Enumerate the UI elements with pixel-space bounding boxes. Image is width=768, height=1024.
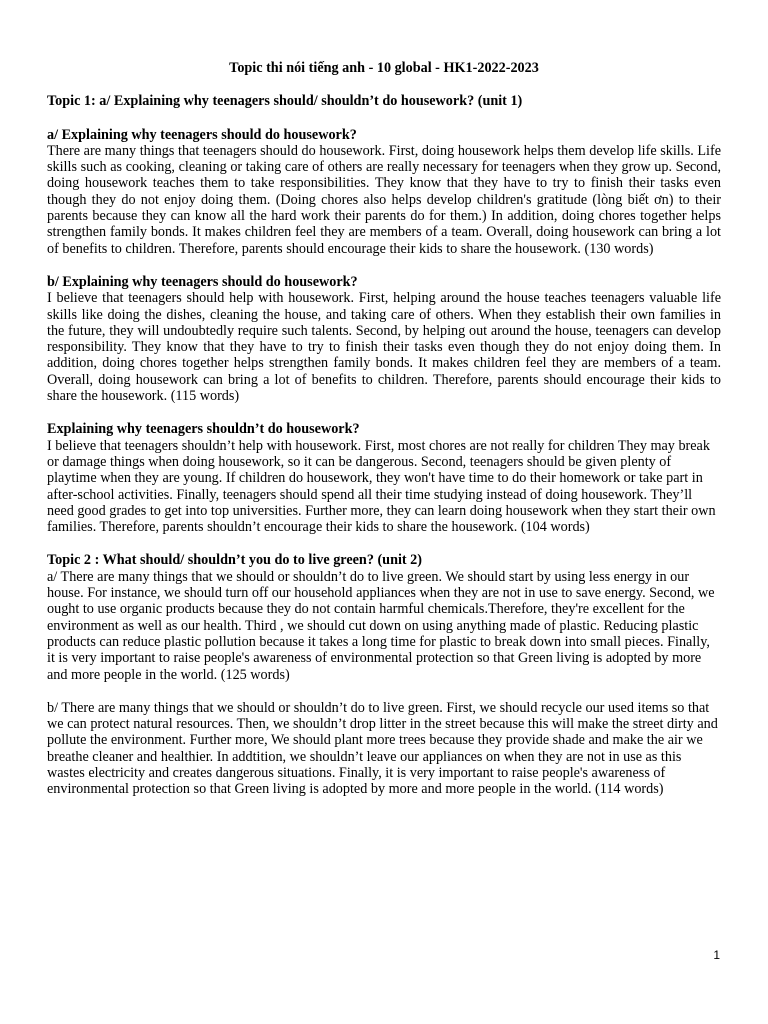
page-number: 1 bbox=[713, 948, 720, 962]
topic2-a-body: a/ There are many things that we should or shouldn’t do to live green. We should start by using less energy in our house. For instance, we should turn off our household appliances when they are not in use to save energy. Second, we ought to use organic products because they do not contain harmful chemicals.Therefore, they're excellent for the environment as well as our health. Third , we should cut down on using anything made of plastic. Reducing plastic products can reduce plastic pollution because it takes a long time for plastic to break down into small pieces. Finally, it is very important to raise people's awareness of environmental protection so that Green living is adopted by more and more people in the world. (125 words) bbox=[47, 568, 715, 683]
topic1-b-heading: b/ Explaining why teenagers should do housework? bbox=[47, 273, 358, 290]
topic1-a-heading: a/ Explaining why teenagers should do housework? bbox=[47, 126, 357, 143]
document-content bbox=[47, 60, 721, 815]
topic1-b-body: I believe that teenagers should help with housework. First, helping around the house teaches teenagers valuable life skills like doing the dishes, cleaning the house, and taking care of others. When they establish their own families in the future, they will undoubtedly require such talents. Second, by helping out around the house, teenagers can develop responsibility. They know that they have to try to finish their tasks even though they do not enjoy doing them. In addition, doing chores together helps strengthen family bonds. It makes children feel they are members of a team. Overall, doing housework can bring a lot of benefits to children. Therefore, parents should encourage their kids to share the housework. (115 words) bbox=[47, 290, 721, 405]
topic2-b-body: b/ There are many things that we should or shouldn’t do to live green. First, we should recycle our used items so that we can protect natural resources. Then, we shouldn’t drop litter in the street because this will make the street dirty and pollute the environment. Further more, We should plant more trees because they provide shade and make the air we breathe cleaner and healthier. In addtition, we shouldn’t leave our appliances on when they are not in use as this wastes electricity and creates dangerous situations. Finally, it is very important to raise people's awareness of environmental protection so that Green living is adopted by more and more people in the world. (114 words) bbox=[47, 699, 718, 798]
topic1-a-body: There are many things that teenagers should do housework. First, doing housework helps them develop life skills. Life skills such as cooking, cleaning or taking care of others are really necessary for teenagers when they grow up. Second, doing housework teaches them to take responsibilities. They know that they have to try to finish their tasks even though they do not enjoy doing them. (Doing chores also helps develop children's gratitude (lòng biết ơn) to their parents because they can know all the hard work their parents do for them.) In addition, doing chores together helps strengthen family bonds. It makes children feel they are members of a team. Overall, doing housework can bring a lot of benefits to children. Therefore, parents should encourage their kids to share the housework. (130 words) bbox=[47, 142, 721, 257]
topic1-c-body: I believe that teenagers shouldn’t help with housework. First, most chores are not really for children They may break or damage things when doing housework, so it can be dangerous. Second, teenagers should be given plenty of playtime when they are young. If children do housework, they won't have time to do their homework or take part in after-school activities. Finally, teenagers should spend all their time studying instead of doing housework. They’ll need good grades to get into top universities. Further more, they can learn doing housework when they start their own families. Therefore, parents shouldn’t encourage their kids to share the housework. (104 words) bbox=[47, 437, 716, 536]
topic1-heading: Topic 1: a/ Explaining why teenagers should/ shouldn’t do housework? (unit 1) bbox=[47, 93, 523, 110]
topic2-heading: Topic 2 : What should/ shouldn’t you do to live green? (unit 2) bbox=[47, 552, 422, 569]
topic1-c-heading: Explaining why teenagers shouldn’t do housework? bbox=[47, 421, 360, 438]
document-title: Topic thi nói tiếng anh - 10 global - HK1-2022-2023 bbox=[229, 60, 539, 76]
